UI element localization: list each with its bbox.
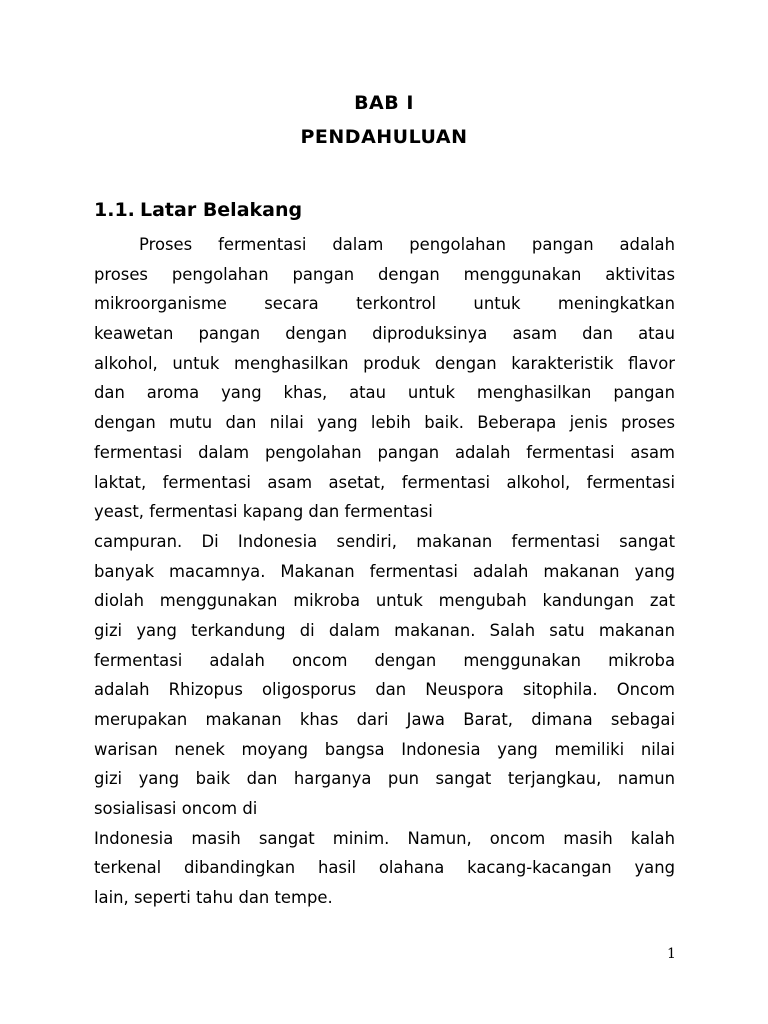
text-line: diolah menggunakan mikroba untuk mengubah kandungan zat — [94, 591, 675, 611]
text-line: merupakan makanan khas dari Jawa Barat, dimana sebagai — [94, 710, 675, 729]
text-line: adalah Rhizopus oligosporus dan Neuspora sitophila. Oncom — [94, 680, 675, 700]
text-line: fermentasi adalah oncom dengan menggunakan mikroba — [94, 650, 675, 670]
body-paragraph — [94, 230, 675, 913]
section-heading — [94, 199, 302, 221]
text-line: laktat, fermentasi asam asetat, fermentasi alkohol, fermentasi — [94, 472, 675, 492]
section-number: 1.1. — [94, 199, 135, 221]
page-number: 1 — [667, 946, 676, 962]
text-line: yeast, fermentasi kapang dan fermentasi — [94, 502, 433, 522]
chapter-title: PENDAHULUAN — [300, 126, 468, 148]
text-line: Indonesia masih sangat minim. Namun, oncom masih kalah — [94, 828, 675, 848]
section-title: Latar Belakang — [140, 199, 303, 221]
text-line: dan aroma yang khas, atau untuk menghasilkan pangan — [94, 383, 675, 403]
text-line: terkenal dibandingkan hasil olahana kacang-kacangan yang — [94, 858, 675, 878]
text-line: Proses fermentasi dalam pengolahan pangan adalah — [139, 235, 675, 254]
text-line: fermentasi dalam pengolahan pangan adalah fermentasi asam — [94, 442, 675, 462]
text-line: gizi yang baik dan harganya pun sangat terjangkau, namun — [94, 769, 675, 789]
text-line: lain, seperti tahu dan tempe. — [94, 888, 333, 908]
text-line: alkohol, untuk menghasilkan produk dengan karakteristik flavor — [94, 353, 675, 373]
text-line: campuran. Di Indonesia sendiri, makanan fermentasi sangat — [94, 531, 675, 551]
text-line: mikroorganisme secara terkontrol untuk meningkatkan — [94, 294, 675, 314]
text-line: proses pengolahan pangan dengan menggunakan aktivitas — [94, 264, 675, 284]
text-line: gizi yang terkandung di dalam makanan. Salah satu makanan — [94, 620, 675, 640]
text-line: sosialisasi oncom di — [94, 799, 258, 819]
text-line: banyak macamnya. Makanan fermentasi adalah makanan yang — [94, 561, 675, 581]
chapter-label: BAB I — [354, 92, 414, 114]
text-line: warisan nenek moyang bangsa Indonesia yang memiliki nilai — [94, 739, 675, 759]
text-line: dengan mutu dan nilai yang lebih baik. Beberapa jenis proses — [94, 413, 675, 433]
text-line: keawetan pangan dengan diproduksinya asam dan atau — [94, 324, 675, 344]
